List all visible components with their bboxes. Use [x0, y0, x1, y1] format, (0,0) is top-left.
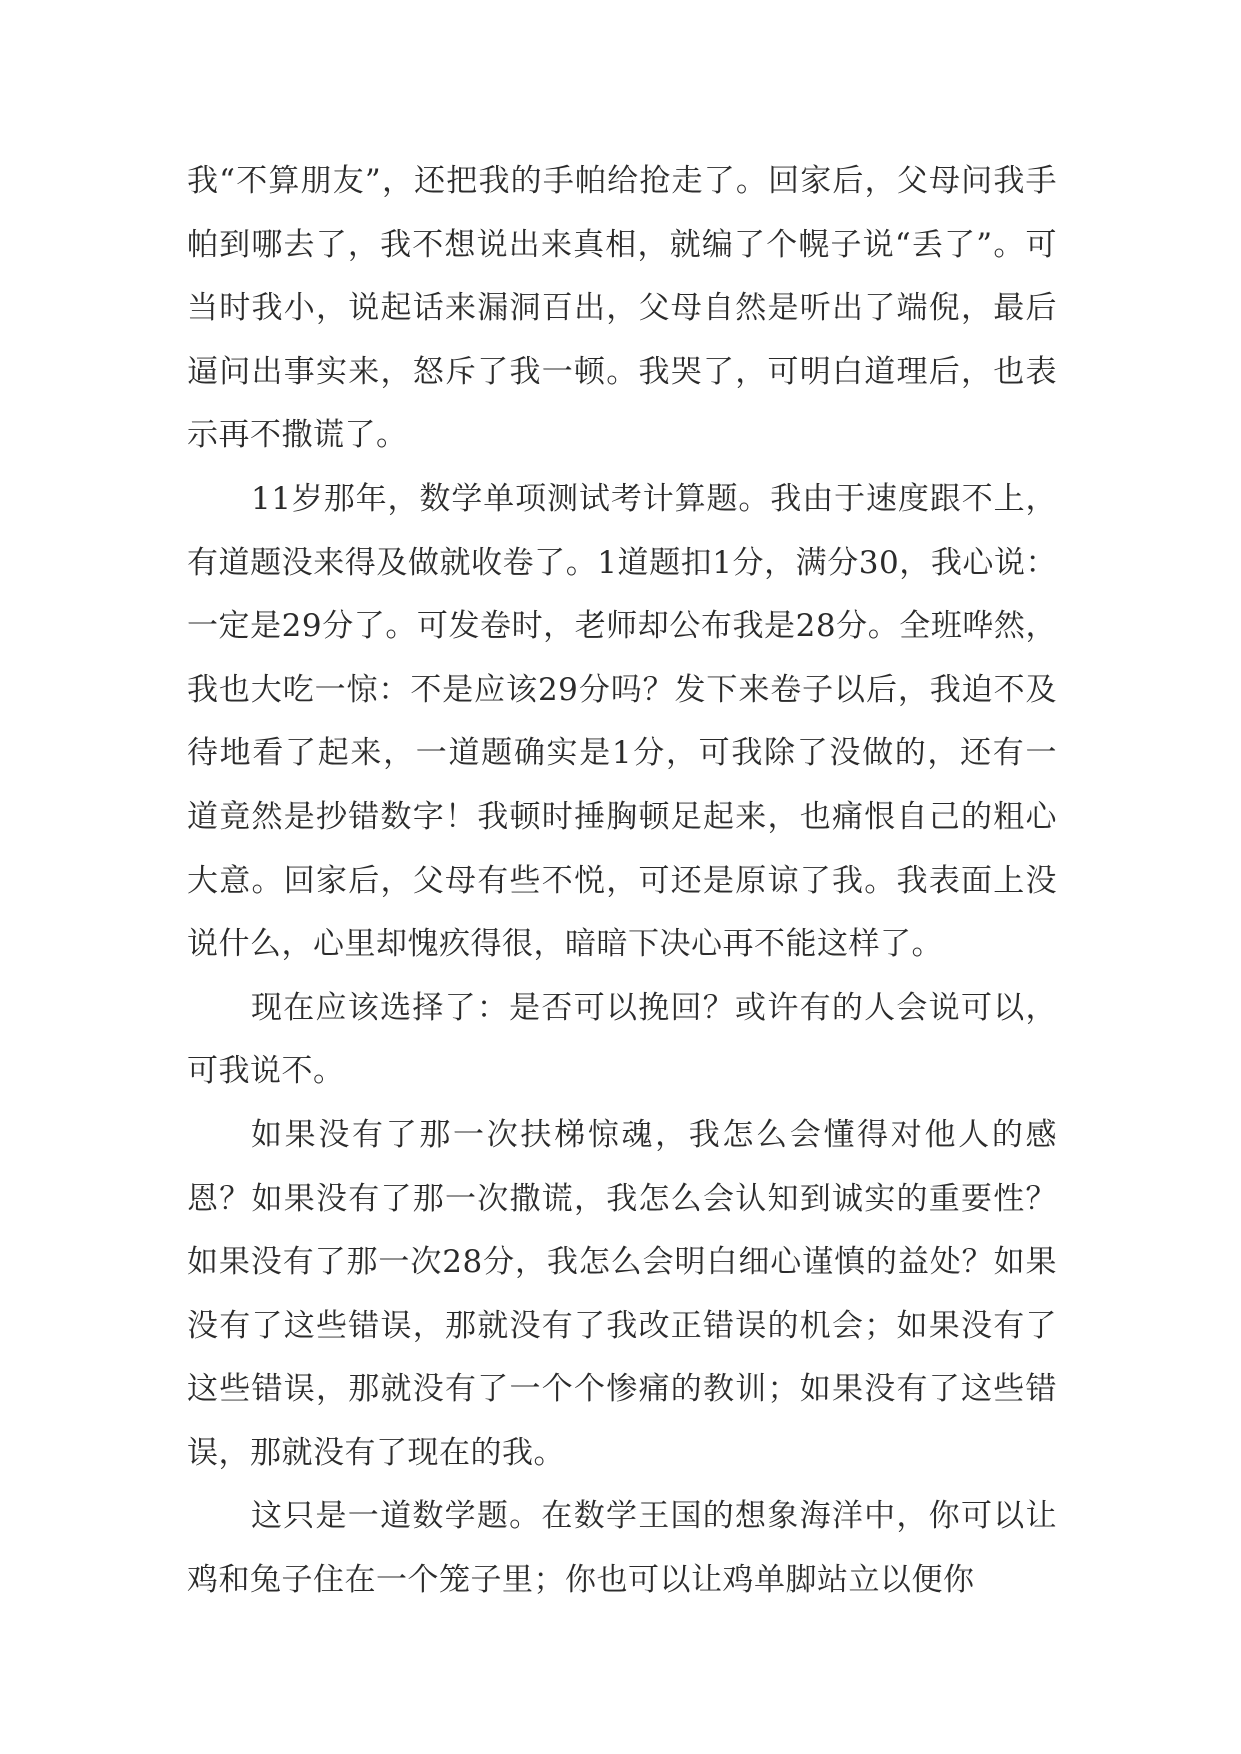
paragraph-1: 我“不算朋友”，还把我的手帕给抢走了。回家后，父母问我手帕到哪去了，我不想说出来真相，就编了个幌子说“丢了”。可当时我小，说起话来漏洞百出，父母自然是听出了端倪，最后逼问出事实来，怒斥了我一顿。我哭了，可明白道理后，也表示再不撒谎了。 [187, 163, 1057, 454]
paragraph-2: 11岁那年，数学单项测试考计算题。我由于速度跟不上，有道题没来得及做就收卷了。1道题扣1分，满分30，我心说：一定是29分了。可发卷时，老师却公布我是28分。全班哗然，我也大吃一惊：不是应该29分吗？发下来卷子以后，我迫不及待地看了起来，一道题确实是1分，可我除了没做的，还有一道竟然是抄错数字！我顿时捶胸顿足起来，也痛恨自己的粗心大意。回家后，父母有些不悦，可还是原谅了我。我表面上没说什么，心里却愧疚得很，暗暗下决心再不能这样了。 [187, 480, 1057, 963]
paragraph-5: 这只是一道数学题。在数学王国的想象海洋中，你可以让鸡和兔子住在一个笼子里；你也可以让鸡单脚站立以便你 [187, 1498, 1057, 1599]
paragraph-4: 如果没有了那一次扶梯惊魂，我怎么会懂得对他人的感恩？如果没有了那一次撒谎，我怎么会认知到诚实的重要性？如果没有了那一次28分，我怎么会明白细心谨慎的益处？如果没有了这些错误，那就没有了我改正错误的机会；如果没有了这些错误，那就没有了一个个惨痛的教训；如果没有了这些错误，那就没有了现在的我。 [187, 1116, 1057, 1471]
paragraph-3: 现在应该选择了：是否可以挽回？或许有的人会说可以，可我说不。 [187, 989, 1057, 1090]
body-text [187, 150, 1057, 1613]
